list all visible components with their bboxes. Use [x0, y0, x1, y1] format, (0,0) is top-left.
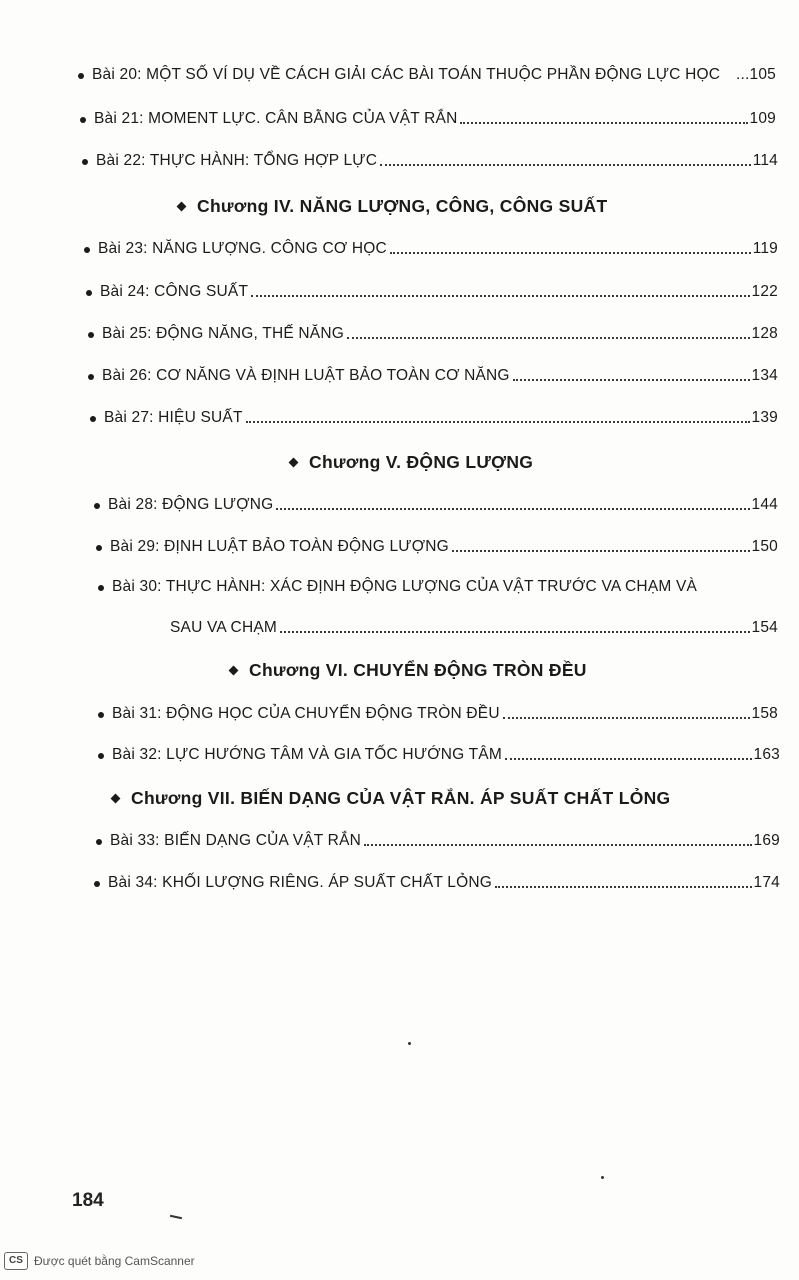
toc-entry-page: 169 [753, 832, 780, 849]
chapter-title: Chương VII. BIẾN DẠNG CỦA VẬT RẮN. ÁP SUẤT CHẤT LỎNG [131, 788, 671, 808]
toc-entry-page: 128 [751, 325, 778, 342]
bullet-icon [94, 881, 100, 887]
diamond-bullet-icon [111, 794, 121, 804]
scan-speck [170, 1215, 182, 1219]
toc-entry-label: Bài 27: HIỆU SUẤT [104, 409, 243, 426]
camscanner-footer [4, 1252, 195, 1270]
toc-entry-bai-23 [84, 240, 778, 258]
toc-entry-label: Bài 34: KHỐI LƯỢNG RIÊNG. ÁP SUẤT CHẤT LỎNG [108, 874, 492, 891]
toc-entry-page: 109 [749, 110, 776, 127]
toc-entry-bai-27 [90, 409, 778, 427]
toc-entry-page: 174 [753, 874, 780, 891]
toc-entry-page: 150 [751, 538, 778, 555]
toc-entry-page: 139 [751, 409, 778, 426]
bullet-icon [98, 753, 104, 759]
toc-entry-bai-31 [98, 705, 778, 723]
toc-entry-bai-25 [88, 325, 778, 343]
toc-entry-label: Bài 28: ĐỘNG LƯỢNG [108, 496, 274, 513]
dot-leader [495, 886, 752, 888]
chapter-heading-iv [178, 196, 607, 217]
toc-entry-bai-32 [98, 746, 780, 764]
toc-entry-bai-26 [88, 367, 778, 385]
bullet-icon [88, 332, 94, 338]
toc-entry-label: Bài 30: THỰC HÀNH: XÁC ĐỊNH ĐỘNG LƯỢNG CỦA VẬT TRƯỚC VA CHẠM VÀ [112, 578, 698, 595]
dot-leader [364, 844, 752, 846]
toc-entry-bai-30 [98, 578, 778, 596]
toc-entry-page: 114 [752, 152, 778, 169]
page-number: 184 [72, 1190, 104, 1211]
toc-entry-page: 134 [751, 367, 778, 384]
chapter-heading-vi [230, 660, 587, 681]
dot-leader [505, 758, 752, 760]
toc-entry-bai-33 [96, 832, 780, 850]
toc-entry-label: Bài 26: CƠ NĂNG VÀ ĐỊNH LUẬT BẢO TOÀN CƠ NĂNG [102, 367, 510, 384]
chapter-title: Chương VI. CHUYỂN ĐỘNG TRÒN ĐỀU [249, 660, 587, 680]
toc-entry-bai-30-continuation [170, 619, 778, 637]
toc-entry-page: 163 [753, 746, 780, 763]
dot-leader [246, 421, 750, 423]
dot-leader [280, 631, 750, 633]
toc-entry-page: 122 [751, 283, 778, 300]
chapter-heading-v [290, 452, 533, 473]
bullet-icon [84, 247, 90, 253]
toc-entry-bai-20 [78, 66, 776, 84]
toc-entry-label: Bài 33: BIẾN DẠNG CỦA VẬT RẮN [110, 832, 362, 849]
dot-leader [513, 379, 750, 381]
toc-entry-bai-22 [82, 152, 778, 170]
bullet-icon [94, 503, 100, 509]
toc-entry-label: Bài 23: NĂNG LƯỢNG. CÔNG CƠ HỌC [98, 240, 387, 257]
chapter-title: Chương IV. NĂNG LƯỢNG, CÔNG, CÔNG SUẤT [197, 196, 608, 216]
bullet-icon [98, 712, 104, 718]
toc-entry-label: Bài 22: THỰC HÀNH: TỔNG HỢP LỰC [96, 152, 378, 169]
toc-entry-page: 144 [751, 496, 778, 513]
diamond-bullet-icon [289, 458, 299, 468]
toc-entry-label: Bài 29: ĐỊNH LUẬT BẢO TOÀN ĐỘNG LƯỢNG [110, 538, 449, 555]
dot-leader [390, 252, 751, 254]
dot-leader [503, 717, 750, 719]
toc-entry-page: 119 [752, 240, 778, 257]
camscanner-text: Được quét bằng CamScanner [34, 1254, 195, 1268]
toc-entry-label: Bài 32: LỰC HƯỚNG TÂM VÀ GIA TỐC HƯỚNG TÂM [112, 746, 502, 763]
toc-entry-page: ...105 [736, 66, 776, 83]
toc-entry-bai-34 [94, 874, 780, 892]
bullet-icon [98, 585, 104, 591]
toc-entry-bai-24 [86, 283, 778, 301]
scan-speck [601, 1176, 604, 1179]
bullet-icon [96, 545, 102, 551]
bullet-icon [82, 159, 88, 165]
diamond-bullet-icon [177, 202, 187, 212]
bullet-icon [90, 416, 96, 422]
chapter-title: Chương V. ĐỘNG LƯỢNG [309, 452, 534, 472]
dot-leader [452, 550, 750, 552]
scan-speck [408, 1042, 411, 1045]
bullet-icon [80, 117, 86, 123]
dot-leader [251, 295, 749, 297]
toc-entry-label: SAU VA CHẠM [170, 619, 277, 636]
dot-leader [380, 164, 751, 166]
toc-entry-label: Bài 25: ĐỘNG NĂNG, THẾ NĂNG [102, 325, 344, 342]
dot-leader [460, 122, 747, 124]
toc-entry-label: Bài 24: CÔNG SUẤT [100, 283, 249, 300]
toc-entry-label: Bài 31: ĐỘNG HỌC CỦA CHUYỂN ĐỘNG TRÒN ĐỀU [112, 705, 500, 722]
camscanner-logo-icon: CS [4, 1252, 28, 1270]
bullet-icon [86, 290, 92, 296]
toc-entry-bai-21 [80, 110, 776, 128]
toc-entry-bai-29 [96, 538, 778, 556]
toc-entry-page: 158 [751, 705, 778, 722]
toc-entry-bai-28 [94, 496, 778, 514]
bullet-icon [78, 73, 84, 79]
bullet-icon [88, 374, 94, 380]
dot-leader [276, 508, 749, 510]
chapter-heading-vii [112, 788, 670, 809]
dot-leader [347, 337, 750, 339]
toc-entry-page: 154 [751, 619, 778, 636]
toc-entry-label: Bài 20: MỘT SỐ VÍ DỤ VỀ CÁCH GIẢI CÁC BÀI TOÁN THUỘC PHẦN ĐỘNG LỰC HỌC [92, 66, 721, 83]
bullet-icon [96, 839, 102, 845]
toc-entry-label: Bài 21: MOMENT LỰC. CÂN BẰNG CỦA VẬT RẮN [94, 110, 458, 127]
diamond-bullet-icon [229, 666, 239, 676]
